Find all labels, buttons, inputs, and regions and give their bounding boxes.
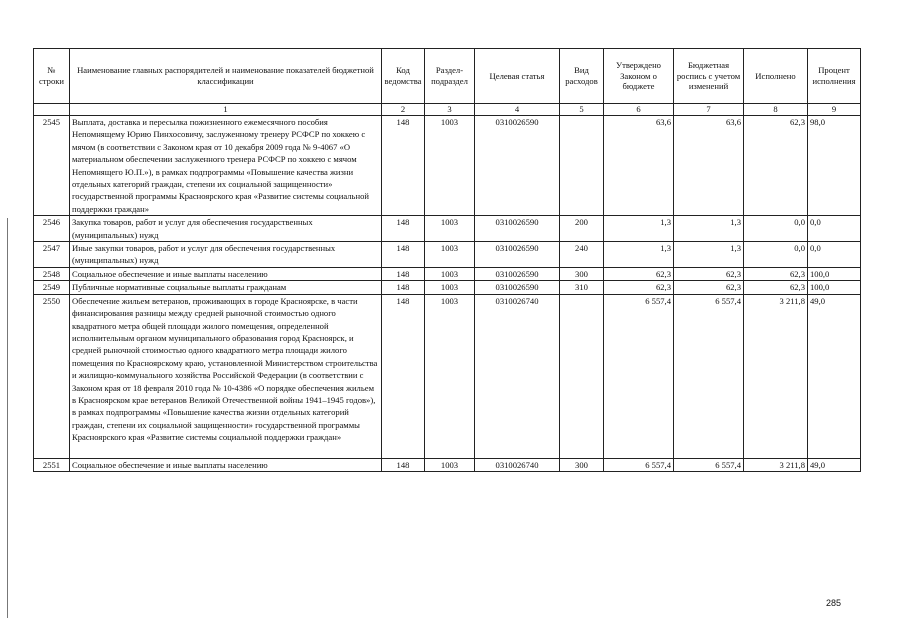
dept-code: 148 (382, 294, 425, 458)
header-approved: Утверждено Законом о бюджете (604, 49, 674, 104)
margin-rule (7, 218, 8, 618)
row-number: 2549 (34, 281, 70, 294)
schedule-amount: 1,3 (674, 216, 744, 242)
target-item: 0310026740 (475, 458, 560, 471)
dept-code: 148 (382, 242, 425, 268)
schedule-amount: 6 557,4 (674, 294, 744, 458)
page-number: 285 (826, 598, 842, 608)
column-number: 5 (560, 104, 604, 116)
column-number (34, 104, 70, 116)
section-code: 1003 (425, 116, 475, 216)
executed-amount: 62,3 (744, 267, 808, 280)
header-schedule: Бюджетная роспись с учетом изменений (674, 49, 744, 104)
executed-amount: 62,3 (744, 116, 808, 216)
header-executed: Исполнено (744, 49, 808, 104)
section-code: 1003 (425, 294, 475, 458)
execution-percent: 49,0 (808, 458, 861, 471)
row-name: Иные закупки товаров, работ и услуг для обеспечения государственных (муниципальных) нужд (70, 242, 382, 268)
table-row (34, 116, 861, 216)
target-item: 0310026590 (475, 116, 560, 216)
column-number: 1 (70, 104, 382, 116)
table-row (34, 216, 861, 242)
expense-type: 300 (560, 458, 604, 471)
column-number: 7 (674, 104, 744, 116)
column-number: 2 (382, 104, 425, 116)
target-item: 0310026590 (475, 267, 560, 280)
approved-amount: 6 557,4 (604, 458, 674, 471)
target-item: 0310026590 (475, 216, 560, 242)
schedule-amount: 63,6 (674, 116, 744, 216)
header-dept-code: Код ведомства (382, 49, 425, 104)
header-section: Раздел-подраздел (425, 49, 475, 104)
expense-type: 310 (560, 281, 604, 294)
execution-percent: 49,0 (808, 294, 861, 458)
executed-amount: 3 211,8 (744, 458, 808, 471)
execution-percent: 0,0 (808, 242, 861, 268)
row-name: Выплата, доставка и пересылка пожизненного ежемесячного пособия Непомнящему Юрию Пинхосовичу, заслуженному тренеру РСФСР по хоккею с мячом (в соответствии с Законом края от 10 декабря 2009 года № 9-4067 «О материальном обеспечении заслуженного тренера РСФСР по хоккею с мячом Непомнящего Ю.П.»), в рамках подпрограммы «Повышение качества жизни отдельных категорий граждан, степени их социальной защищенности» государственной программы Красноярского края «Развитие системы социальной поддержки граждан» (70, 116, 382, 216)
column-number: 9 (808, 104, 861, 116)
section-code: 1003 (425, 216, 475, 242)
column-number: 6 (604, 104, 674, 116)
execution-percent: 100,0 (808, 281, 861, 294)
expense-type (560, 116, 604, 216)
row-number: 2546 (34, 216, 70, 242)
approved-amount: 6 557,4 (604, 294, 674, 458)
executed-amount: 0,0 (744, 216, 808, 242)
execution-percent: 98,0 (808, 116, 861, 216)
row-name: Социальное обеспечение и иные выплаты населению (70, 267, 382, 280)
execution-percent: 0,0 (808, 216, 861, 242)
schedule-amount: 6 557,4 (674, 458, 744, 471)
row-name: Закупка товаров, работ и услуг для обеспечения государственных (муниципальных) нужд (70, 216, 382, 242)
approved-amount: 1,3 (604, 216, 674, 242)
schedule-amount: 1,3 (674, 242, 744, 268)
row-number: 2551 (34, 458, 70, 471)
approved-amount: 1,3 (604, 242, 674, 268)
schedule-amount: 62,3 (674, 267, 744, 280)
column-number: 8 (744, 104, 808, 116)
dept-code: 148 (382, 267, 425, 280)
approved-amount: 62,3 (604, 281, 674, 294)
approved-amount: 63,6 (604, 116, 674, 216)
expense-type: 200 (560, 216, 604, 242)
section-code: 1003 (425, 281, 475, 294)
row-number: 2550 (34, 294, 70, 458)
dept-code: 148 (382, 216, 425, 242)
target-item: 0310026590 (475, 242, 560, 268)
column-number: 3 (425, 104, 475, 116)
executed-amount: 0,0 (744, 242, 808, 268)
executed-amount: 62,3 (744, 281, 808, 294)
target-item: 0310026590 (475, 281, 560, 294)
column-number: 4 (475, 104, 560, 116)
row-number: 2548 (34, 267, 70, 280)
table-row (34, 267, 861, 280)
dept-code: 148 (382, 116, 425, 216)
expense-type (560, 294, 604, 458)
header-name: Наименование главных распорядителей и наименование показателей бюджетной классификации (70, 49, 382, 104)
header-expense-type: Вид расходов (560, 49, 604, 104)
dept-code: 148 (382, 458, 425, 471)
table-row (34, 242, 861, 268)
row-name: Обеспечение жильем ветеранов, проживающих в городе Красноярске, в части финансирования разницы между средней рыночной стоимостью одного квадратного метра общей площади жилого помещения, определенной исполнительным органом муниципального образования город Красноярск, и средней рыночной стоимостью одного квадратного метра площади жилого помещения по Красноярскому краю, установленной Министерством строительства и жилищно-коммунального хозяйства Российской Федерации (в соответствии с Законом края от 18 февраля 2010 года № 10-4386 «О порядке обеспечения жильем в Красноярском крае ветеранов Великой Отечественной войны 1941–1945 годов»), в рамках подпрограммы «Повышение качества жизни отдельных категорий граждан, степени их социальной защищенности» государственной программы Красноярского края «Развитие системы социальной поддержки граждан» (70, 294, 382, 458)
target-item: 0310026740 (475, 294, 560, 458)
header-target-item: Целевая статья (475, 49, 560, 104)
expense-type: 240 (560, 242, 604, 268)
header-row-number: № строки (34, 49, 70, 104)
section-code: 1003 (425, 242, 475, 268)
row-number: 2547 (34, 242, 70, 268)
approved-amount: 62,3 (604, 267, 674, 280)
row-name: Публичные нормативные социальные выплаты гражданам (70, 281, 382, 294)
table-row (34, 294, 861, 458)
column-number-row (34, 104, 861, 116)
schedule-amount: 62,3 (674, 281, 744, 294)
expense-type: 300 (560, 267, 604, 280)
row-number: 2545 (34, 116, 70, 216)
header-row (34, 49, 861, 104)
budget-execution-table (33, 48, 861, 472)
row-name: Социальное обеспечение и иные выплаты населению (70, 458, 382, 471)
execution-percent: 100,0 (808, 267, 861, 280)
table-row (34, 458, 861, 471)
section-code: 1003 (425, 267, 475, 280)
header-percent: Процент исполнения (808, 49, 861, 104)
dept-code: 148 (382, 281, 425, 294)
section-code: 1003 (425, 458, 475, 471)
table-row (34, 281, 861, 294)
executed-amount: 3 211,8 (744, 294, 808, 458)
